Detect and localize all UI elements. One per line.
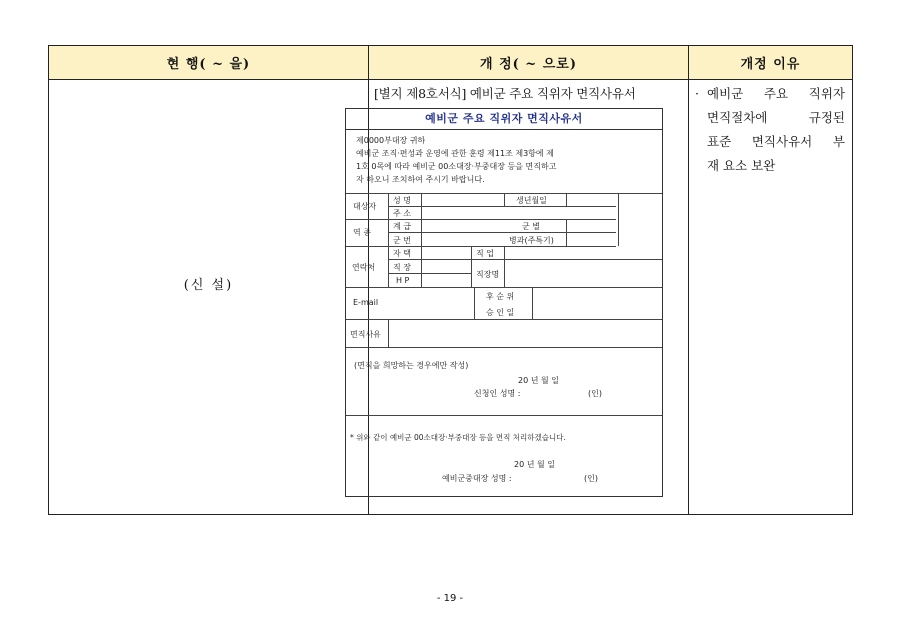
dismissal-form	[345, 108, 663, 497]
form-intro-line-2: 1호 0목에 따라 예비군 00소대장·부중대장 등을 면직하고	[356, 162, 557, 171]
branch-label: 군 별	[522, 222, 540, 231]
form-intro-line-3: 자 하오니 조치하여 주시기 바랍니다.	[356, 175, 485, 184]
contact-label: 연락처	[352, 263, 376, 272]
address-label: 주 소	[393, 209, 411, 218]
commander-seal: (인)	[584, 474, 598, 483]
form-caption: [별지 제8호서식] 예비군 주요 직위자 면직사유서	[374, 86, 636, 101]
applicant-signature: 신청인 성명 :	[474, 389, 521, 398]
current-content: (신 설)	[183, 278, 234, 293]
request-note: (면직을 희망하는 경우에만 작성)	[354, 361, 469, 370]
name-label: 성 명	[393, 196, 411, 205]
hp-label: H P	[396, 276, 410, 285]
reason-line-2: 면직절차에 규정된	[707, 110, 845, 125]
approval-date-label: 승 인 일	[486, 308, 515, 317]
request-date: 20 년 월 일	[518, 376, 559, 385]
header-current: 현 행( ~ 을)	[49, 46, 368, 80]
dismissal-reason-label: 면직사유	[350, 330, 381, 339]
service-number-label: 군 번	[393, 236, 411, 245]
workplace-label: 직장명	[476, 270, 500, 279]
commander-signature: 예비군중대장 성명 :	[442, 474, 512, 483]
form-addressee: 제0000부대장 귀하	[356, 136, 426, 145]
reason-bullet: ·	[695, 86, 699, 101]
current-column	[49, 46, 369, 514]
service-label: 역 종	[353, 228, 371, 237]
target-label: 대상자	[353, 202, 377, 211]
reason-text	[695, 82, 845, 178]
reason-line-4: 재 요소 보완	[707, 158, 776, 173]
reason-line-1: 예비군 주요 직위자	[707, 86, 845, 101]
successor-label: 후 순 위	[486, 292, 515, 301]
work-label: 직 장	[393, 263, 411, 272]
applicant-seal: (인)	[588, 389, 602, 398]
header-reason: 개정 이유	[689, 46, 852, 80]
decision-note: * 위와 같이 예비군 00소대장·부중대장 등을 면직 처리하겠습니다.	[350, 433, 566, 442]
form-intro-line-1: 예비군 조직·편성과 운영에 관한 훈령 제11조 제3항에 제	[356, 149, 554, 158]
form-title: 예비군 주요 직위자 면직사유서	[346, 109, 662, 130]
birth-label: 생년월일	[516, 196, 547, 205]
home-label: 자 택	[393, 249, 411, 258]
specialty-label: 병과(주특기)	[509, 236, 554, 245]
decision-date: 20 년 월 일	[514, 460, 555, 469]
email-label: E-mail	[353, 298, 379, 307]
job-label: 직 업	[476, 249, 494, 258]
reason-column	[689, 46, 852, 514]
header-revised: 개 정( ~ 으로)	[369, 46, 688, 80]
page-number: - 19 -	[436, 593, 464, 604]
rank-label: 계 급	[393, 222, 411, 231]
reason-line-3: 표준 면직사유서 부	[707, 134, 845, 149]
